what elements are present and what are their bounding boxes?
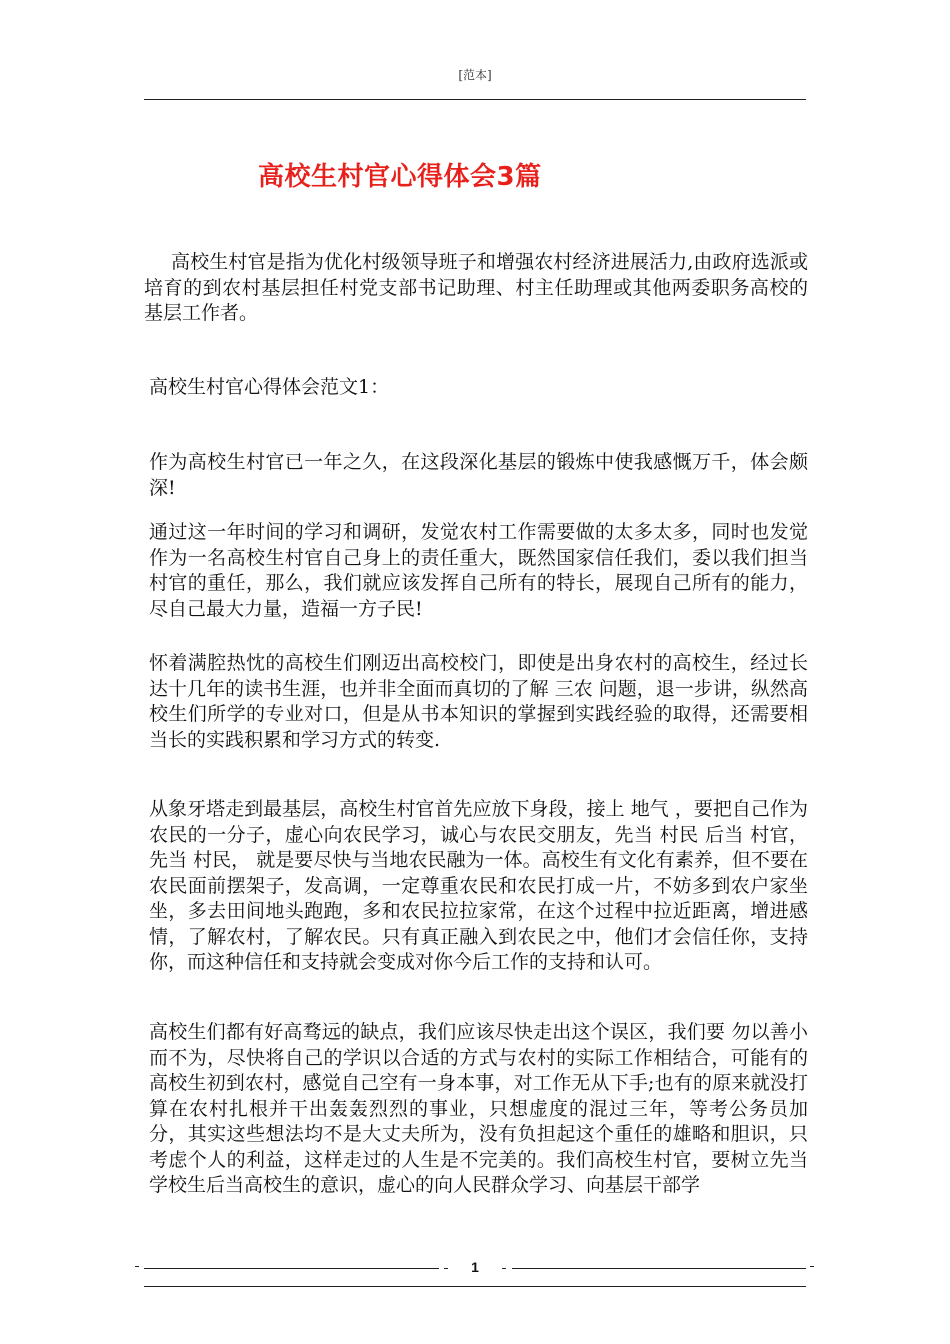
header-divider: [144, 99, 806, 100]
header-label: [范本]: [458, 68, 492, 82]
page-number: 1: [471, 1259, 479, 1275]
intro-paragraph: 高校生村官是指为优化村级领导班子和增强农村经济进展活力,由政府选派或培育的到农村基层担任村党支部书记助理、村主任助理或其他两委职务高校的基层工作者。: [144, 251, 808, 324]
body-paragraph: 怀着满腔热忱的高校生们刚迈出高校校门，即使是出身农村的高校生，经过长达十几年的读书生涯，也并非全面而真切的了解 三农 问题，退一步讲，纵然高校生们所学的专业对口，但是从书本知识的掌握到实践经验的取得，还需要相当长的实践积累和学习方式的转变.: [149, 652, 808, 751]
document-title: 高校生村官心得体会3篇: [258, 162, 542, 192]
section-subheading: 高校生村官心得体会范文1：: [149, 376, 390, 398]
footer-divider-bottom: [144, 1286, 806, 1287]
footer-divider-tick: [502, 1268, 506, 1269]
footer-divider-right: [512, 1268, 806, 1269]
body-paragraph: 高校生们都有好高骛远的缺点，我们应该尽快走出这个误区，我们要 勿以善小而不为，尽快将自己的学识以合适的方式与农村的实际工作相结合，可能有的高校生初到农村，感觉自己空有一身本事，对工作无从下手;也有的原来就没打算在农村扎根并干出轰轰烈烈的事业，只想虚度的混过三年，等考公务员加分，其实这些想法均不是大丈夫所为，没有负担起这个重任的雄略和胆识，只考虑个人的利益，这样走过的人生是不完美的。我们高校生村官，要树立先当学校生后当高校生的意识，虚心的向人民群众学习、向基层干部学: [149, 1021, 808, 1196]
body-paragraph: 作为高校生村官已一年之久，在这段深化基层的锻炼中使我感慨万千，体会颇深!: [149, 451, 808, 499]
body-paragraph: 通过这一年时间的学习和调研，发觉农村工作需要做的太多太多，同时也发觉作为一名高校生村官自己身上的责任重大，既然国家信任我们，委以我们担当村官的重任，那么，我们就应该发挥自己所有的特长，展现自己所有的能力，尽自己最大力量，造福一方子民!: [149, 521, 808, 620]
footer-divider-tick: [810, 1266, 814, 1267]
body-paragraph: 从象牙塔走到最基层，高校生村官首先应放下身段，接上 地气 ，要把自己作为农民的一分子，虚心向农民学习，诚心与农民交朋友，先当 村民 后当 村官，先当 村民， 就是要尽快与当地农民融为一体。高校生有文化有素养，但不要在农民面前摆架子，发高调，一定尊重农民和农民打成一片，不妨多到农户家坐坐，多去田间地头跑跑，多和农民拉拉家常，在这个过程中拉近距离，增进感情，了解农村，了解农民。只有真正融入到农民之中，他们才会信任你，支持你，而这种信任和支持就会变成对你今后工作的支持和认可。: [149, 798, 808, 973]
